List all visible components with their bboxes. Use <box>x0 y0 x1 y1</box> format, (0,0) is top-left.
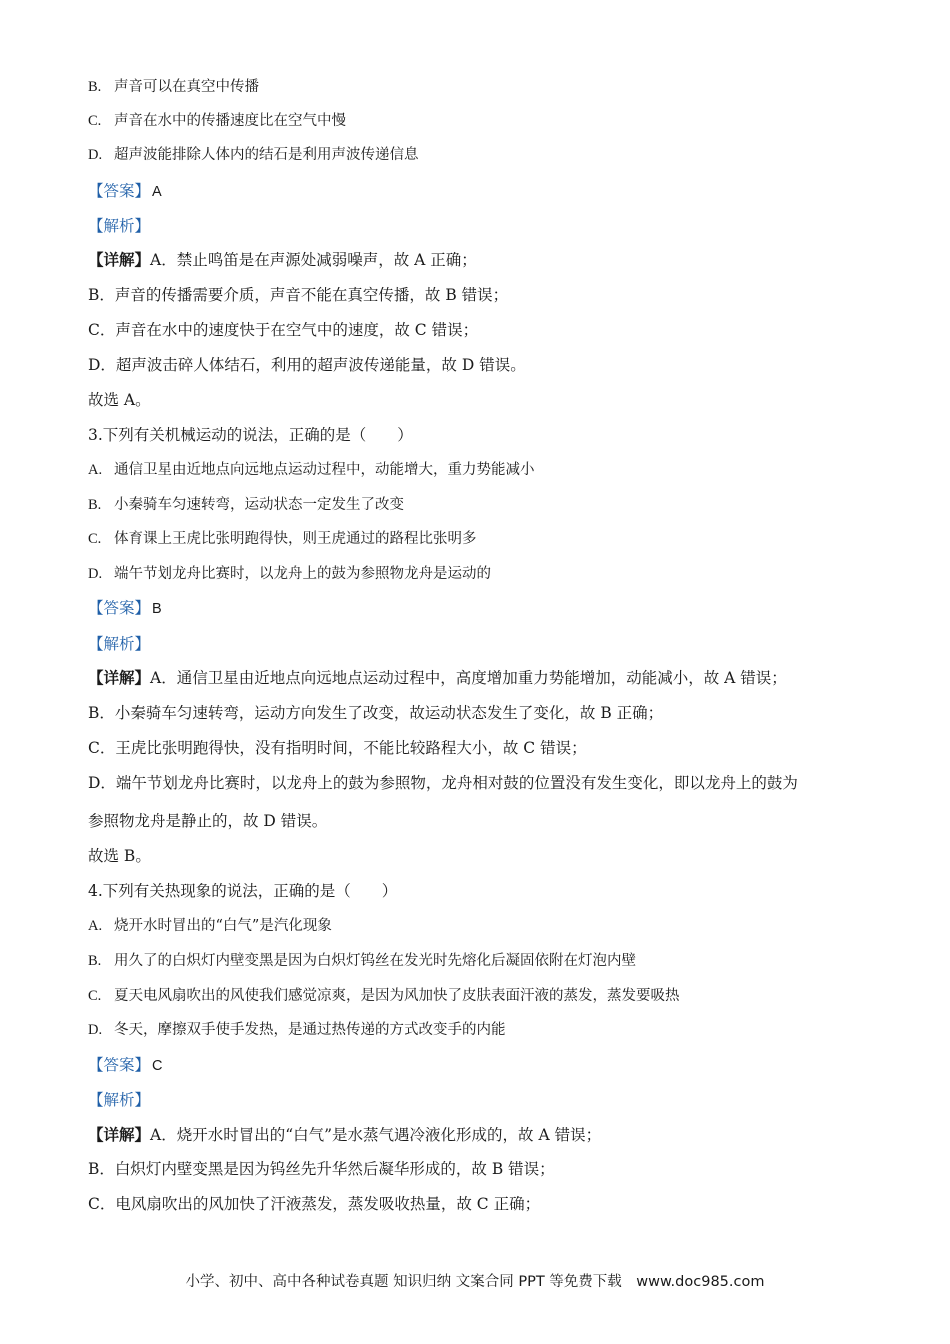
q3-detail-3: C．王虎比张明跑得快，没有指明时间，不能比较路程大小，故 C 错误； <box>88 739 587 757</box>
q2-option-c: C. 声音在水中的传播速度比在空气中慢 <box>88 113 346 129</box>
q3-answer: 【答案】 B <box>88 599 162 617</box>
q4-option-a: A. 烧开水时冒出的“白气”是汽化现象 <box>88 918 332 934</box>
q2-option-d: D. 超声波能排除人体内的结石是利用声波传递信息 <box>88 147 419 163</box>
q3-detail-1: 【详解】A．通信卫星由近地点向远地点运动过程中，高度增加重力势能增加，动能减小，故 A 错误； <box>88 668 787 687</box>
q2-conclusion: 故选 A。 <box>88 391 151 409</box>
q3-detail-5: 参照物龙舟是静止的，故 D 错误。 <box>88 812 328 830</box>
q4-option-d: D. 冬天，摩擦双手使手发热，是通过热传递的方式改变手的内能 <box>88 1022 506 1038</box>
q4-option-b: B. 用久了的白炽灯内壁变黑是因为白炽灯钨丝在发光时先熔化后凝固依附在灯泡内壁 <box>88 953 636 969</box>
q3-detail-4: D．端午节划龙舟比赛时，以龙舟上的鼓为参照物，龙舟相对鼓的位置没有发生变化，即以龙舟上的鼓为 <box>88 774 798 792</box>
q3-option-c: C. 体育课上王虎比张明跑得快，则王虎通过的路程比张明多 <box>88 531 477 547</box>
q2-detail-2: B．声音的传播需要介质，声音不能在真空传播，故 B 错误； <box>88 286 509 304</box>
q2-detail-1: 【详解】A．禁止鸣笛是在声源处减弱噪声，故 A 正确； <box>88 250 477 269</box>
q2-detail-4: D．超声波击碎人体结石，利用的超声波传递能量，故 D 错误。 <box>88 356 526 374</box>
q3-option-d: D. 端午节划龙舟比赛时，以龙舟上的鼓为参照物龙舟是运动的 <box>88 566 491 582</box>
q2-option-b: B. 声音可以在真空中传播 <box>88 79 259 95</box>
q3-option-a: A. 通信卫星由近地点向远地点运动过程中，动能增大，重力势能减小 <box>88 462 535 478</box>
q2-analysis-label: 【解析】 <box>88 217 151 235</box>
q3-option-b: B. 小秦骑车匀速转弯，运动状态一定发生了改变 <box>88 497 404 513</box>
q4-analysis-label: 【解析】 <box>88 1091 151 1109</box>
q3-analysis-label: 【解析】 <box>88 635 151 653</box>
q4-detail-2: B．白炽灯内壁变黑是因为钨丝先升华然后凝华形成的，故 B 错误； <box>88 1160 555 1178</box>
q4-stem: 4.下列有关热现象的说法，正确的是（ ） <box>88 882 398 900</box>
q2-detail-3: C．声音在水中的速度快于在空气中的速度，故 C 错误； <box>88 321 479 339</box>
q3-conclusion: 故选 B。 <box>88 847 151 865</box>
q4-answer: 【答案】 C <box>88 1056 163 1074</box>
q3-detail-2: B．小秦骑车匀速转弯，运动方向发生了改变，故运动状态发生了变化，故 B 正确； <box>88 704 664 722</box>
q4-option-c: C. 夏天电风扇吹出的风使我们感觉凉爽，是因为风加快了皮肤表面汗液的蒸发，蒸发要吸热 <box>88 988 680 1004</box>
q2-answer: 【答案】 A <box>88 182 162 200</box>
q4-detail-3: C．电风扇吹出的风加快了汗液蒸发，蒸发吸收热量，故 C 正确； <box>88 1195 541 1213</box>
q4-detail-1: 【详解】A．烧开水时冒出的“白气”是水蒸气遇冷液化形成的，故 A 错误； <box>88 1125 602 1144</box>
page-footer: 小学、初中、高中各种试卷真题 知识归纳 文案合同 PPT 等免费下载 www.doc985.com <box>185 1274 765 1290</box>
q3-stem: 3.下列有关机械运动的说法，正确的是（ ） <box>88 426 413 444</box>
